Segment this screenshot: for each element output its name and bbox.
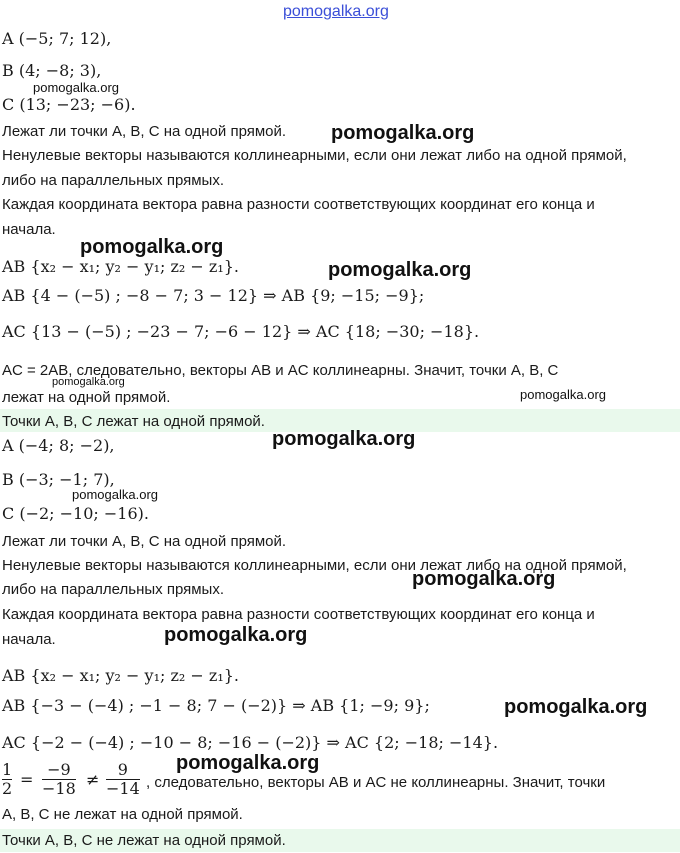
point-a-1: A (−5; 7; 12), bbox=[2, 29, 112, 48]
watermark: pomogalka.org bbox=[52, 376, 125, 388]
relation-line-1b: лежат на одной прямой. bbox=[2, 389, 171, 406]
vector-ac-calc-2: AC {−2 − (−4) ; −10 − 8; −16 − (−2)} ⇒ AC {2; −18; −14}. bbox=[2, 733, 499, 752]
watermark: pomogalka.org bbox=[520, 387, 606, 402]
vector-ac-calc-1: AC {13 − (−5) ; −23 − 7; −6 − 12} ⇒ AC {18; −30; −18}. bbox=[2, 322, 480, 341]
definition-line-1b: либо на параллельных прямых. bbox=[2, 172, 225, 189]
watermark: pomogalka.org bbox=[80, 236, 224, 258]
vector-ab-calc-1: AB {4 − (−5) ; −8 − 7; 3 − 12} ⇒ AB {9; −15; −9}; bbox=[2, 286, 425, 305]
not-equal-sign: ≠ bbox=[86, 770, 100, 789]
definition-line-2b: либо на параллельных прямых. bbox=[2, 581, 225, 598]
relation-line-1a: AC = 2AB, следовательно, векторы AB и AC коллинеарны. Значит, точки A, B, C bbox=[2, 362, 559, 379]
watermark: pomogalka.org bbox=[176, 752, 320, 774]
watermark-top: pomogalka.org bbox=[283, 3, 389, 20]
relation-line-2a: , следовательно, векторы AB и AC не коллинеарны. Значит, точки bbox=[146, 774, 606, 791]
watermark: pomogalka.org bbox=[331, 122, 475, 144]
watermark: pomogalka.org bbox=[504, 696, 648, 718]
answer-2: Точки A, B, C не лежат на одной прямой. bbox=[2, 832, 286, 849]
watermark: pomogalka.org bbox=[164, 624, 308, 646]
definition-line-2a: Ненулевые векторы называются коллинеарными, если они лежат либо на одной прямой, bbox=[2, 557, 627, 574]
answer-1: Точки A, B, C лежат на одной прямой. bbox=[2, 413, 265, 430]
point-c-2: C (−2; −10; −16). bbox=[2, 504, 149, 523]
watermark: pomogalka.org bbox=[328, 259, 472, 281]
point-b-2: B (−3; −1; 7), bbox=[2, 470, 115, 489]
fraction-9-14: 9 −14 bbox=[106, 760, 140, 798]
coordinate-rule-2a: Каждая координата вектора равна разности соответствующих координат его конца и bbox=[2, 606, 595, 623]
coordinate-rule-1b: начала. bbox=[2, 221, 56, 238]
watermark: pomogalka.org bbox=[72, 487, 158, 502]
fraction-1-2: 1 2 bbox=[2, 760, 13, 798]
watermark: pomogalka.org bbox=[33, 80, 119, 95]
vector-formula-1: AB {x₂ − x₁; y₂ − y₁; z₂ − z₁}. bbox=[2, 257, 239, 276]
point-b-1: B (4; −8; 3), bbox=[2, 61, 102, 80]
point-a-2: A (−4; 8; −2), bbox=[2, 436, 115, 455]
question-2: Лежат ли точки A, B, C на одной прямой. bbox=[2, 533, 287, 550]
watermark: pomogalka.org bbox=[272, 428, 416, 450]
vector-ab-calc-2: AB {−3 − (−4) ; −1 − 8; 7 − (−2)} ⇒ AB {1; −9; 9}; bbox=[2, 696, 430, 715]
fraction-9-18: −9 −18 bbox=[42, 760, 76, 798]
relation-line-2b: A, B, C не лежат на одной прямой. bbox=[2, 806, 243, 823]
vector-formula-2: AB {x₂ − x₁; y₂ − y₁; z₂ − z₁}. bbox=[2, 666, 239, 685]
coordinate-rule-2b: начала. bbox=[2, 631, 56, 648]
watermark: pomogalka.org bbox=[412, 568, 556, 590]
definition-line-1a: Ненулевые векторы называются коллинеарными, если они лежат либо на одной прямой, bbox=[2, 147, 627, 164]
question-1: Лежат ли точки A, B, C на одной прямой. bbox=[2, 123, 287, 140]
coordinate-rule-1a: Каждая координата вектора равна разности соответствующих координат его конца и bbox=[2, 196, 595, 213]
point-c-1: C (13; −23; −6). bbox=[2, 95, 136, 114]
equals-sign: = bbox=[20, 770, 34, 789]
